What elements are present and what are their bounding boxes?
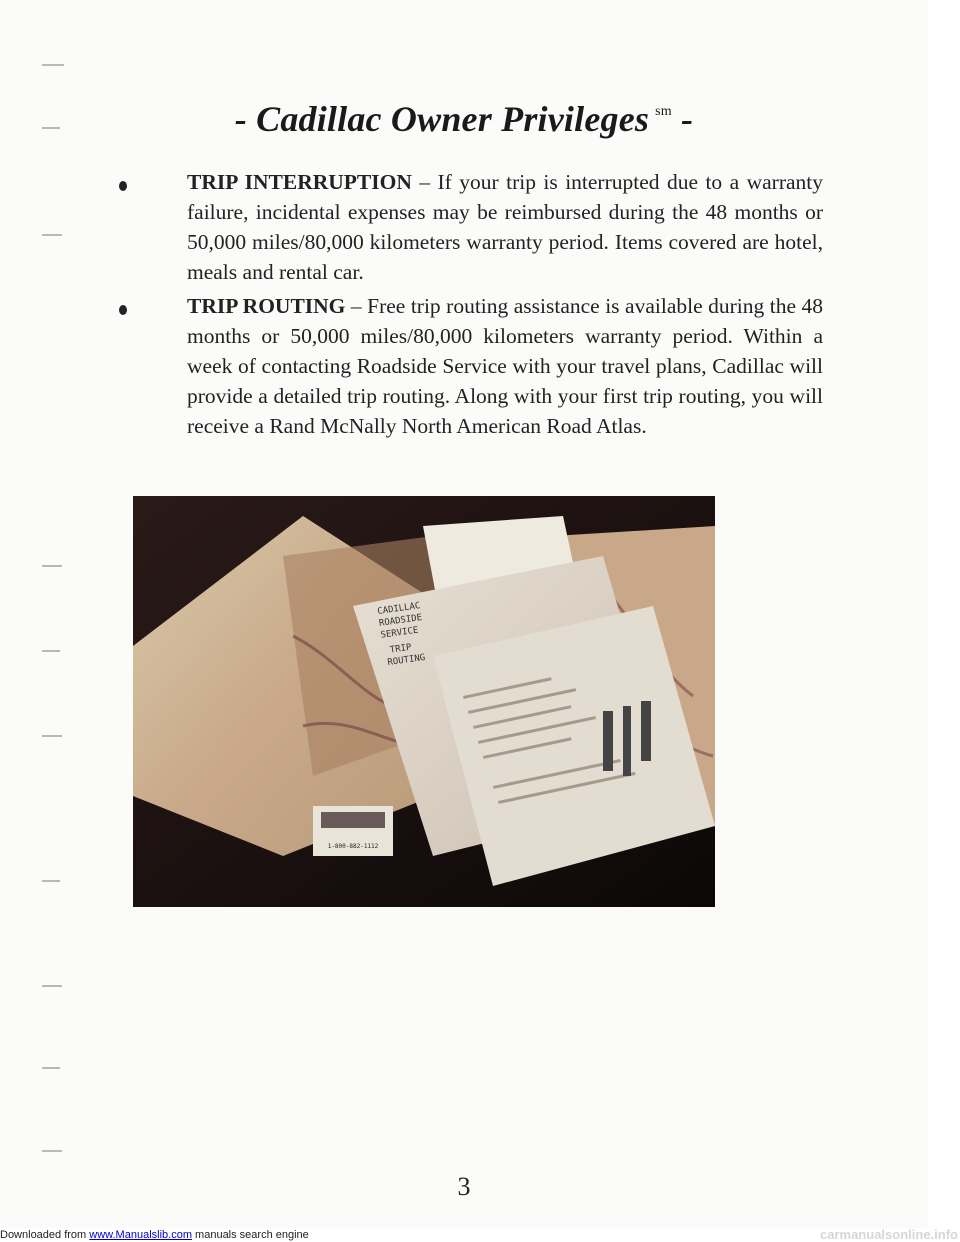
section-body: – Free trip routing assistance is available during the 48 months or 50,000 miles/80,000 kilometers warranty period. Within a week of contacting Roadside Service with your travel plans, Cadillac will provide a detailed trip routing. Along with your first trip routing, you will receive a Rand McNally North American Road Atlas. (187, 294, 823, 438)
bullet-icon (119, 305, 127, 315)
page-title (0, 98, 928, 140)
section-heading: TRIP ROUTING (187, 294, 346, 318)
title-text: - Cadillac Owner Privileges (234, 99, 650, 139)
booklet-line: ROADSIDE (378, 612, 423, 629)
booklet-line: ROUTING (386, 652, 426, 669)
booklet-line: CADILLAC (376, 601, 422, 617)
margin-mark (42, 64, 64, 66)
section-body: – If your trip is interrupted due to a warranty failure, incidental expenses may be reimbursed during the 48 months or 50,000 miles/80,000 kilometers warranty period. Items covered are hotel, meals and rental car. (187, 170, 823, 284)
margin-mark (42, 880, 60, 882)
margin-mark (42, 735, 62, 737)
booklet-line: SERVICE (380, 625, 420, 641)
trip-routing-photo (133, 496, 715, 907)
trip-routing-paragraph (187, 291, 823, 441)
download-footer (0, 1228, 960, 1242)
margin-mark (42, 1067, 60, 1069)
page-number: 3 (457, 1172, 471, 1201)
booklet-line: TRIP (389, 642, 413, 656)
watermark-text: carmanualsonline.info (820, 1227, 958, 1242)
section-heading: TRIP INTERRUPTION (187, 170, 412, 194)
title-dash: - (681, 99, 694, 139)
bullet-icon (119, 181, 127, 191)
trip-interruption-paragraph (187, 167, 823, 287)
photo-illustration (133, 496, 715, 907)
margin-mark (42, 565, 62, 567)
margin-mark (42, 234, 62, 236)
margin-mark (42, 650, 60, 652)
footer-suffix: manuals search engine (195, 1229, 309, 1241)
footer-prefix: Downloaded from (0, 1229, 87, 1241)
manualslib-link[interactable]: www.Manualslib.com (89, 1229, 192, 1241)
margin-mark (42, 1150, 62, 1152)
margin-mark (42, 985, 62, 987)
card-number: 1-800-882-1112 (327, 843, 379, 850)
service-mark: sm (655, 104, 672, 119)
